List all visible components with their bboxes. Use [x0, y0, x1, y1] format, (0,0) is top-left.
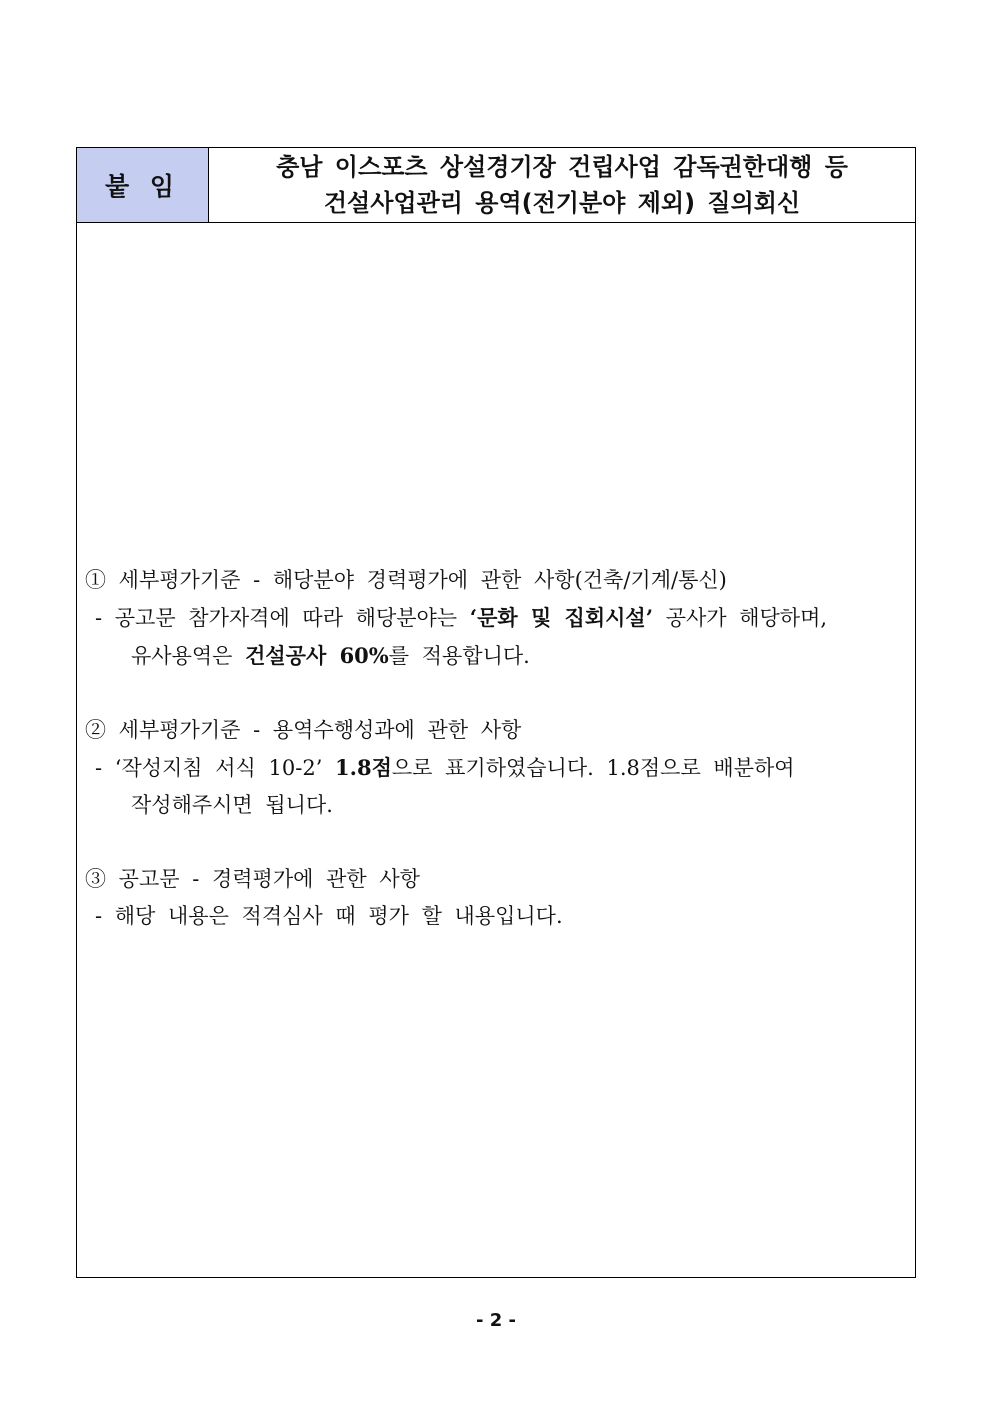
- bullet-text: - 공고문 참가자격에 따라 해당분야는: [95, 606, 470, 630]
- continuation-text: 를 적용합니다.: [388, 644, 530, 668]
- bullet-continuation: 작성해주시면 됩니다.: [131, 793, 333, 817]
- bullet-text: - ‘작성지침 서식 10-2’: [95, 756, 336, 780]
- attachment-label: 붙 임: [77, 148, 209, 222]
- document-title: [209, 148, 915, 222]
- section-heading: ② 세부평가기준 - 용역수행성과에 관한 사항: [85, 718, 522, 742]
- answer-section-3: [77, 861, 915, 935]
- answer-section-2: [77, 712, 915, 824]
- title-line-2: 건설사업관리 용역(전기분야 제외) 질의회신: [323, 189, 801, 217]
- section-bullet: [77, 599, 915, 637]
- bullet-emphasis: ‘문화 및 집회시설’: [469, 605, 654, 630]
- bullet-text: 공사가 해당하며,: [653, 606, 828, 630]
- section-bullet: [77, 749, 915, 787]
- bullet-continuation: [77, 637, 915, 675]
- continuation-text: 유사용역은: [131, 644, 246, 668]
- title-line-1: 충남 이스포츠 상설경기장 건립사업 감독권한대행 등: [276, 153, 848, 181]
- page-number: - 2 -: [476, 1310, 516, 1331]
- attachment-frame: [76, 147, 916, 1278]
- bullet-text: 으로 표기하였습니다. 1.8점으로 배분하여: [391, 756, 795, 780]
- continuation-emphasis: 건설공사 60%: [245, 643, 389, 668]
- answer-section-1: [77, 562, 915, 675]
- section-heading: ③ 공고문 - 경력평가에 관한 사항: [85, 867, 420, 891]
- section-heading: ① 세부평가기준 - 해당분야 경력평가에 관한 사항(건축/기계/통신): [85, 568, 727, 592]
- answer-body: [77, 562, 915, 972]
- section-bullet: - 해당 내용은 적격심사 때 평가 할 내용입니다.: [95, 904, 563, 928]
- attachment-header: [77, 148, 915, 223]
- bullet-emphasis: 1.8점: [335, 755, 392, 780]
